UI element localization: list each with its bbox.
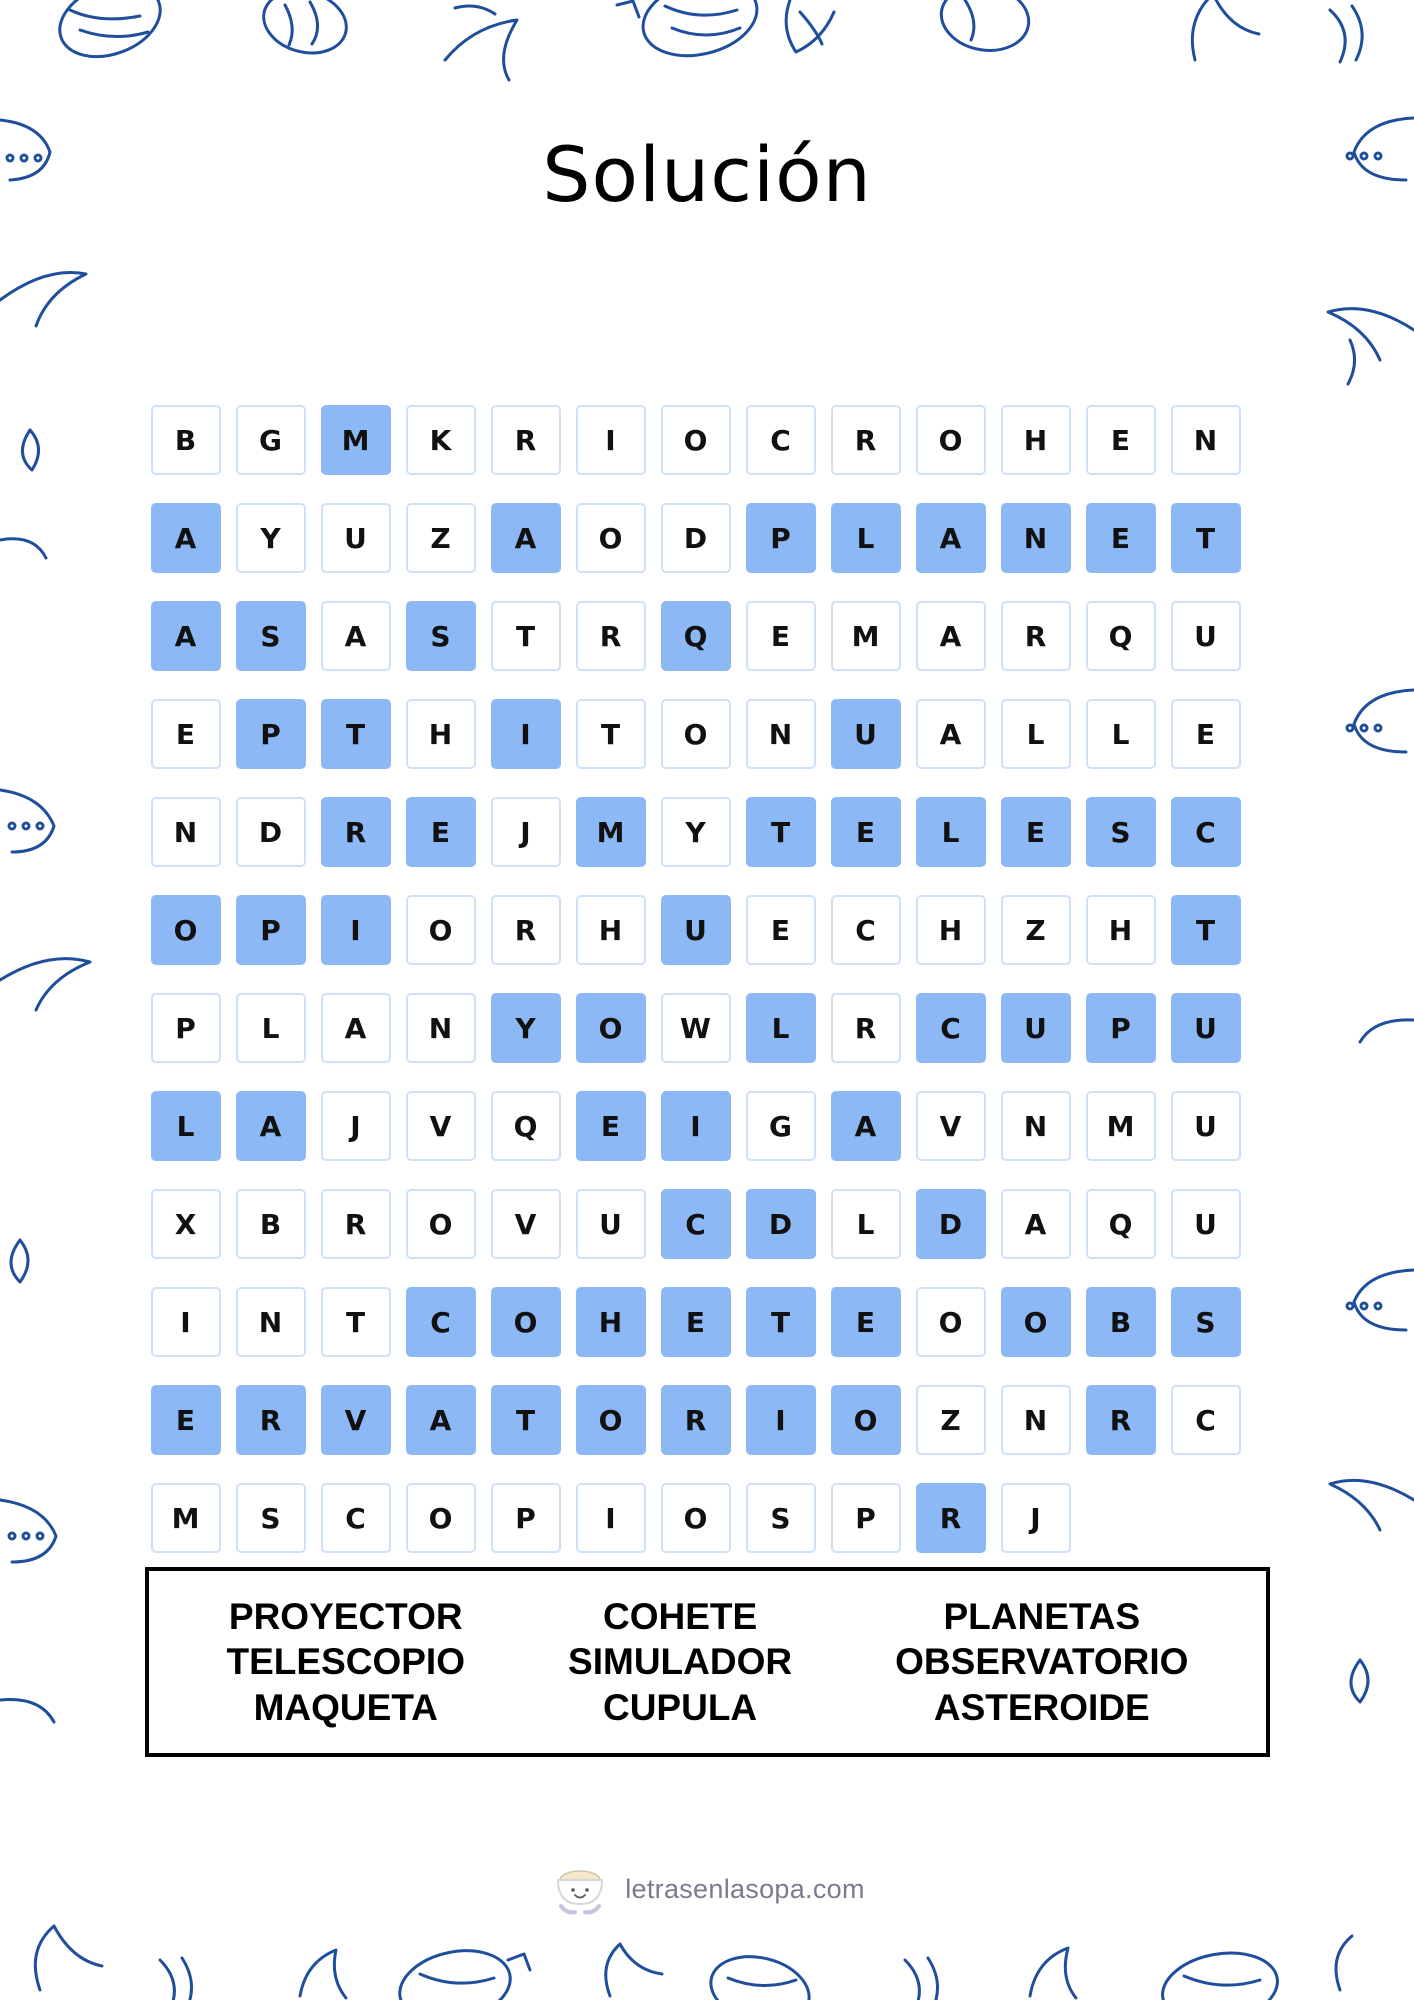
grid-cell[interactable]: H [916,895,986,965]
grid-cell[interactable]: E [151,1385,221,1455]
grid-cell[interactable]: T [1171,895,1241,965]
grid-cell[interactable]: T [491,1385,561,1455]
grid-cell[interactable]: O [406,895,476,965]
grid-cell[interactable]: R [661,1385,731,1455]
grid-cell[interactable]: O [576,993,646,1063]
word-list-item: ASTEROIDE [933,1686,1150,1728]
grid-cell[interactable]: Z [406,503,476,573]
grid-cell[interactable]: A [1001,1189,1071,1259]
grid-cell[interactable]: O [916,405,986,475]
grid-cell[interactable]: R [491,895,561,965]
grid-cell[interactable]: Q [661,601,731,671]
grid-cell[interactable]: E [746,601,816,671]
grid-cell[interactable]: I [746,1385,816,1455]
grid-cell[interactable]: P [1086,993,1156,1063]
grid-cell[interactable]: A [491,503,561,573]
grid-cell[interactable]: R [321,797,391,867]
grid-cell[interactable]: E [406,797,476,867]
word-list-column [895,1595,1188,1730]
grid-cell[interactable]: O [661,699,731,769]
grid-cell[interactable]: E [151,699,221,769]
grid-cell[interactable]: H [1086,895,1156,965]
grid-cell[interactable]: A [321,993,391,1063]
grid-cell[interactable]: C [746,405,816,475]
word-search-grid [145,405,1270,1564]
grid-cell[interactable]: P [746,503,816,573]
footer [0,1860,1414,1918]
grid-cell[interactable]: R [831,405,901,475]
grid-cell[interactable]: O [831,1385,901,1455]
word-search-grid-container [145,405,1270,1564]
grid-cell[interactable]: A [916,601,986,671]
grid-cell[interactable]: J [491,797,561,867]
grid-cell[interactable]: U [1171,601,1241,671]
grid-cell[interactable]: L [746,993,816,1063]
grid-cell[interactable]: O [406,1483,476,1553]
grid-cell[interactable]: P [236,895,306,965]
grid-cell[interactable]: D [236,797,306,867]
grid-cell[interactable]: U [661,895,731,965]
soup-bowl-icon [549,1860,611,1918]
grid-cell[interactable]: O [576,1385,646,1455]
grid-cell[interactable]: S [236,1483,306,1553]
grid-cell[interactable]: A [321,601,391,671]
grid-cell[interactable]: T [746,797,816,867]
grid-cell[interactable]: S [406,601,476,671]
grid-cell[interactable]: E [831,797,901,867]
grid-cell[interactable]: K [406,405,476,475]
grid-cell[interactable]: X [151,1189,221,1259]
word-list-item: SIMULADOR [568,1641,793,1683]
grid-cell[interactable]: M [151,1483,221,1553]
grid-cell[interactable]: S [1171,1287,1241,1357]
grid-cell[interactable]: N [1001,503,1071,573]
grid-cell[interactable]: A [916,503,986,573]
grid-cell[interactable]: C [406,1287,476,1357]
grid-cell[interactable]: L [236,993,306,1063]
grid-cell[interactable]: V [491,1189,561,1259]
word-list-item: COHETE [602,1595,758,1637]
grid-cell[interactable]: S [236,601,306,671]
grid-cell[interactable]: C [1171,797,1241,867]
soup-bowl-glyph [549,1860,611,1918]
grid-cell[interactable]: B [1086,1287,1156,1357]
grid-cell[interactable]: O [661,1483,731,1553]
word-list-item: OBSERVATORIO [895,1641,1189,1683]
grid-cell[interactable]: W [661,993,731,1063]
grid-cell[interactable]: R [236,1385,306,1455]
grid-cell[interactable]: N [1001,1091,1071,1161]
grid-cell[interactable]: E [661,1287,731,1357]
grid-cell[interactable]: C [831,895,901,965]
grid-cell[interactable]: L [831,1189,901,1259]
grid-cell[interactable]: R [1001,601,1071,671]
grid-cell[interactable]: L [831,503,901,573]
grid-cell[interactable]: S [1086,797,1156,867]
grid-cell[interactable]: A [151,601,221,671]
word-list-item: TELESCOPIO [226,1641,465,1683]
grid-cell[interactable]: Q [1086,601,1156,671]
grid-cell[interactable]: T [576,699,646,769]
grid-cell[interactable]: U [321,503,391,573]
grid-cell[interactable]: E [1086,405,1156,475]
grid-cell[interactable]: A [236,1091,306,1161]
footer-site-label: letrasenlasopa.com [625,1873,865,1904]
grid-cell[interactable]: L [916,797,986,867]
word-list-box [145,1567,1270,1757]
word-list-item: PROYECTOR [228,1595,463,1637]
grid-cell[interactable]: T [746,1287,816,1357]
grid-cell[interactable]: P [151,993,221,1063]
grid-cell[interactable]: B [236,1189,306,1259]
grid-cell[interactable]: C [916,993,986,1063]
grid-cell[interactable]: V [321,1385,391,1455]
grid-cell[interactable]: D [916,1189,986,1259]
grid-cell[interactable]: E [746,895,816,965]
grid-cell[interactable]: M [831,601,901,671]
word-list-item: CUPULA [602,1686,758,1728]
grid-cell[interactable]: E [1171,699,1241,769]
grid-cell[interactable]: O [151,895,221,965]
grid-cell[interactable]: N [151,797,221,867]
grid-cell[interactable]: U [576,1189,646,1259]
grid-cell[interactable]: N [406,993,476,1063]
grid-cell[interactable]: C [661,1189,731,1259]
grid-cell[interactable]: C [321,1483,391,1553]
word-list-column [227,1595,465,1730]
grid-cell[interactable]: O [1001,1287,1071,1357]
grid-cell[interactable]: P [236,699,306,769]
grid-cell[interactable]: U [1001,993,1071,1063]
grid-cell[interactable]: G [236,405,306,475]
grid-cell[interactable]: A [406,1385,476,1455]
grid-cell[interactable]: Q [491,1091,561,1161]
grid-cell[interactable]: O [576,503,646,573]
grid-cell[interactable]: I [576,405,646,475]
grid-cell[interactable]: O [406,1189,476,1259]
grid-cell[interactable]: H [576,1287,646,1357]
grid-cell[interactable]: H [406,699,476,769]
grid-cell[interactable]: A [151,503,221,573]
grid-cell[interactable]: I [576,1483,646,1553]
grid-cell[interactable]: J [321,1091,391,1161]
word-list-item: PLANETAS [943,1595,1141,1637]
grid-cell[interactable]: D [746,1189,816,1259]
grid-cell[interactable]: Z [1001,895,1071,965]
grid-cell[interactable]: O [491,1287,561,1357]
grid-cell[interactable]: I [151,1287,221,1357]
grid-cell[interactable]: I [661,1091,731,1161]
grid-cell[interactable]: H [576,895,646,965]
grid-cell[interactable]: G [746,1091,816,1161]
grid-cell[interactable]: C [1171,1385,1241,1455]
grid-cell[interactable]: Y [661,797,731,867]
grid-cell[interactable]: T [321,1287,391,1357]
grid-cell[interactable]: N [1001,1385,1071,1455]
grid-cell[interactable]: R [916,1483,986,1553]
grid-cell[interactable]: M [321,405,391,475]
grid-cell[interactable]: R [491,405,561,475]
grid-cell[interactable]: Q [1086,1189,1156,1259]
grid-cell[interactable]: V [916,1091,986,1161]
grid-cell[interactable]: I [491,699,561,769]
grid-cell[interactable]: U [1171,1189,1241,1259]
grid-cell[interactable]: B [151,405,221,475]
grid-cell[interactable]: T [321,699,391,769]
grid-cell[interactable]: N [746,699,816,769]
grid-cell[interactable]: L [151,1091,221,1161]
grid-cell[interactable]: T [491,601,561,671]
grid-cell[interactable]: E [1001,797,1071,867]
grid-cell[interactable]: P [831,1483,901,1553]
grid-cell[interactable]: E [1086,503,1156,573]
grid-cell[interactable]: T [1171,503,1241,573]
grid-cell[interactable]: P [491,1483,561,1553]
word-list-column [568,1595,792,1730]
grid-cell[interactable]: L [1086,699,1156,769]
grid-cell[interactable]: R [1086,1385,1156,1455]
grid-cell[interactable]: J [1001,1483,1071,1553]
grid-cell[interactable]: I [321,895,391,965]
grid-cell[interactable]: Z [916,1385,986,1455]
grid-cell[interactable]: E [831,1287,901,1357]
grid-cell[interactable]: R [831,993,901,1063]
grid-cell[interactable]: D [661,503,731,573]
grid-cell[interactable]: R [321,1189,391,1259]
grid-cell[interactable]: U [831,699,901,769]
grid-cell[interactable]: Y [491,993,561,1063]
grid-cell[interactable]: U [1171,993,1241,1063]
grid-cell[interactable]: O [916,1287,986,1357]
grid-cell[interactable]: N [236,1287,306,1357]
grid-cell[interactable]: M [576,797,646,867]
grid-cell[interactable]: Y [236,503,306,573]
page-title: Solución [542,130,872,219]
grid-cell[interactable]: N [1171,405,1241,475]
grid-cell[interactable]: U [1171,1091,1241,1161]
grid-cell[interactable]: A [831,1091,901,1161]
grid-cell[interactable]: L [1001,699,1071,769]
grid-cell[interactable]: R [576,601,646,671]
grid-cell[interactable]: V [406,1091,476,1161]
grid-cell[interactable]: H [1001,405,1071,475]
grid-cell[interactable]: S [746,1483,816,1553]
grid-cell[interactable]: E [576,1091,646,1161]
word-list-item: MAQUETA [253,1686,438,1728]
grid-cell[interactable]: O [661,405,731,475]
grid-cell[interactable]: M [1086,1091,1156,1161]
grid-cell[interactable]: A [916,699,986,769]
